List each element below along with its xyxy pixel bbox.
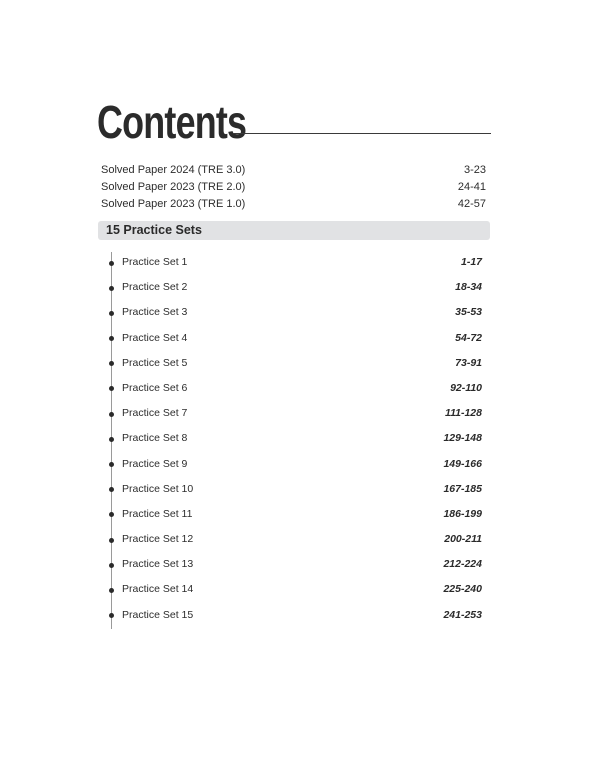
- practice-set-row[interactable]: [108, 250, 482, 275]
- practice-set-row[interactable]: [108, 275, 482, 300]
- practice-set-row[interactable]: [108, 351, 482, 376]
- practice-set-row[interactable]: [108, 452, 482, 477]
- bullet-icon: [109, 437, 114, 442]
- practice-set-label: Practice Set 3: [122, 306, 188, 319]
- bullet-icon: [109, 512, 114, 517]
- practice-set-pages: 92-110: [450, 381, 482, 394]
- practice-set-pages: 35-53: [455, 306, 482, 319]
- practice-set-pages: 54-72: [455, 331, 482, 344]
- practice-set-row[interactable]: [108, 477, 482, 502]
- practice-sets-list: [108, 250, 482, 628]
- practice-set-pages: 111-128: [445, 407, 482, 420]
- solved-papers-list: [101, 162, 486, 213]
- practice-set-label: Practice Set 14: [122, 583, 194, 596]
- practice-set-row[interactable]: [108, 577, 482, 602]
- practice-set-row[interactable]: [108, 401, 482, 426]
- solved-paper-row[interactable]: [101, 196, 486, 213]
- solved-paper-pages: 42-57: [457, 198, 486, 210]
- practice-set-row[interactable]: [108, 426, 482, 451]
- practice-set-row[interactable]: [108, 552, 482, 577]
- solved-paper-label: Solved Paper 2023 (TRE 1.0): [101, 198, 246, 210]
- practice-set-row[interactable]: [108, 603, 482, 628]
- practice-set-label: Practice Set 2: [122, 281, 188, 294]
- practice-set-pages: 225-240: [443, 583, 482, 596]
- practice-set-row[interactable]: [108, 300, 482, 325]
- section-title: 15 Practice Sets: [106, 223, 202, 237]
- bullet-icon: [109, 412, 114, 417]
- practice-set-label: Practice Set 6: [122, 381, 188, 394]
- practice-set-pages: 186-199: [443, 507, 482, 520]
- bullet-icon: [109, 261, 114, 266]
- practice-set-pages: 18-34: [455, 281, 482, 294]
- bullet-icon: [109, 286, 114, 291]
- practice-set-row[interactable]: [108, 502, 482, 527]
- section-header: [98, 221, 490, 240]
- practice-set-label: Practice Set 9: [122, 457, 188, 470]
- practice-set-label: Practice Set 13: [122, 558, 194, 571]
- solved-paper-pages: 3-23: [463, 164, 486, 176]
- practice-set-label: Practice Set 7: [122, 407, 188, 420]
- bullet-icon: [109, 386, 114, 391]
- practice-set-label: Practice Set 8: [122, 432, 188, 445]
- practice-set-label: Practice Set 12: [122, 533, 194, 546]
- solved-paper-label: Solved Paper 2024 (TRE 3.0): [101, 164, 246, 176]
- practice-set-label: Practice Set 1: [122, 256, 188, 268]
- bullet-icon: [109, 462, 114, 467]
- bullet-icon: [109, 487, 114, 492]
- practice-set-pages: 241-253: [443, 608, 482, 621]
- practice-set-label: Practice Set 11: [122, 507, 193, 520]
- bullet-icon: [109, 588, 114, 593]
- practice-set-row[interactable]: [108, 326, 482, 351]
- practice-set-pages: 167-185: [443, 482, 482, 495]
- practice-set-label: Practice Set 15: [122, 608, 194, 621]
- page-title: Contents: [97, 96, 247, 148]
- title-rule: [233, 133, 491, 134]
- practice-set-row[interactable]: [108, 527, 482, 552]
- practice-set-pages: 149-166: [443, 457, 482, 470]
- solved-paper-row[interactable]: [101, 179, 486, 196]
- practice-set-pages: 212-224: [443, 558, 482, 571]
- solved-paper-pages: 24-41: [457, 181, 486, 193]
- practice-set-pages: 73-91: [455, 356, 482, 369]
- practice-set-label: Practice Set 4: [122, 331, 188, 344]
- practice-set-pages: 200-211: [444, 533, 482, 546]
- bullet-icon: [109, 361, 114, 366]
- bullet-icon: [109, 538, 114, 543]
- practice-set-pages: 1-17: [460, 256, 482, 268]
- practice-set-row[interactable]: [108, 376, 482, 401]
- bullet-icon: [109, 563, 114, 568]
- practice-set-pages: 129-148: [443, 432, 482, 445]
- bullet-icon: [109, 613, 114, 618]
- solved-paper-label: Solved Paper 2023 (TRE 2.0): [101, 181, 246, 193]
- practice-set-label: Practice Set 10: [122, 482, 194, 495]
- practice-set-label: Practice Set 5: [122, 356, 188, 369]
- bullet-icon: [109, 311, 114, 316]
- bullet-icon: [109, 336, 114, 341]
- solved-paper-row[interactable]: [101, 162, 486, 179]
